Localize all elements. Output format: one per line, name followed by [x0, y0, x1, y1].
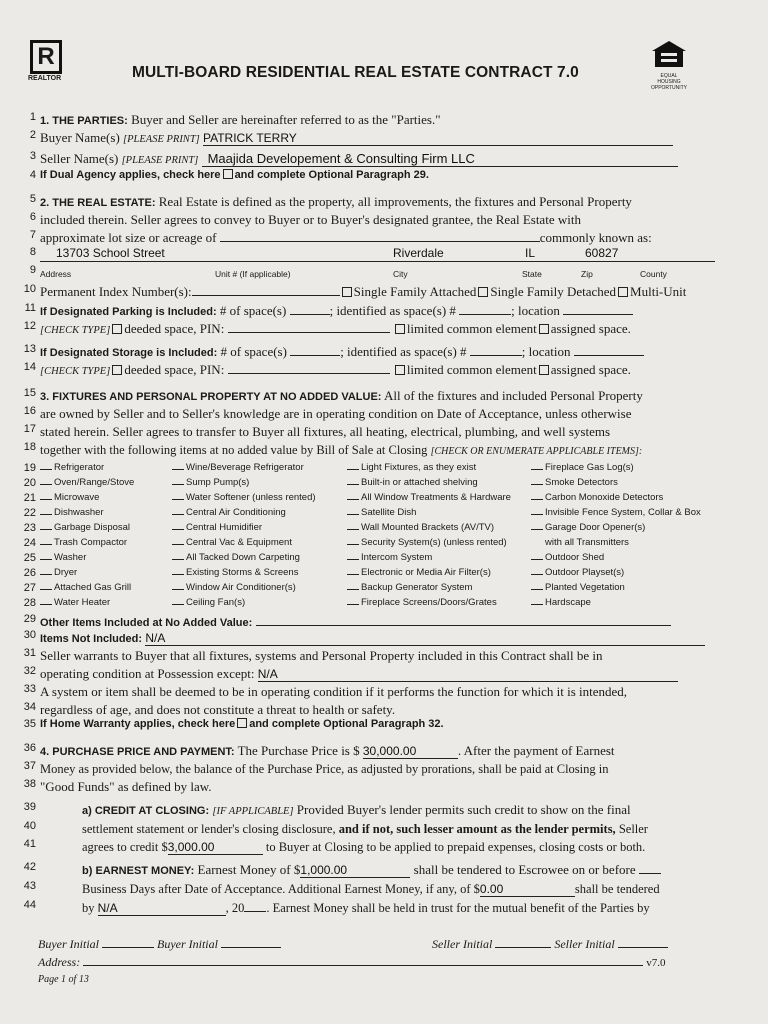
fixture-check-blank[interactable] [172, 559, 184, 560]
city-value: Riverdale [393, 246, 444, 260]
seller-name-field[interactable]: Maajida Developement & Consulting Firm LLC [202, 152, 678, 167]
fixture-check-blank[interactable] [531, 559, 543, 560]
contract-line: 4 If Dual Agency applies, check here and complete Optional Paragraph 29. [29, 169, 429, 181]
contract-line: 40 settlement statement or lender's closing disclosure, and if not, such lesser amount as the lender permits, Seller [23, 820, 648, 836]
fixture-check-blank[interactable] [531, 574, 543, 575]
fixture-label: Sump Pump(s) [186, 477, 250, 488]
line-number: 26 [23, 567, 36, 579]
fixture-label: Oven/Range/Stove [54, 477, 135, 488]
fixture-item[interactable] [172, 522, 262, 533]
fixture-check-blank[interactable] [347, 559, 359, 560]
fixture-check-blank[interactable] [347, 574, 359, 575]
seller-initials: Seller Initial Seller Initial [432, 937, 668, 952]
contract-line: 30 Items Not Included: N/A [20, 629, 720, 647]
fixture-label: Central Humidifier [186, 522, 263, 533]
sfa-checkbox[interactable] [342, 287, 352, 297]
fixture-item[interactable] [347, 597, 497, 608]
address-value: 13703 School Street [56, 246, 165, 260]
fixture-label: Water Heater [54, 597, 111, 608]
contract-line: 31 Seller warrants to Buyer that all fixtures, systems and Personal Property included in this Contract shall be in [23, 647, 603, 663]
fixture-item[interactable] [347, 522, 494, 533]
buyer-initial-2[interactable] [221, 947, 281, 948]
fixture-check-blank[interactable] [347, 469, 359, 470]
equal-housing-icon [650, 40, 688, 68]
fixture-item[interactable] [531, 477, 618, 488]
fixture-label: Invisible Fence System, Collar & Box [545, 507, 701, 518]
fixture-item[interactable] [347, 552, 432, 563]
fixture-item[interactable] [347, 507, 416, 518]
line-number: 22 [23, 507, 36, 519]
buyer-initials: Buyer Initial Buyer Initial [38, 937, 281, 952]
fixture-item[interactable] [531, 552, 604, 563]
contract-line: 12 [CHECK TYPE] deeded space, PIN: limited common element assigned space. [23, 320, 631, 336]
fixture-check-blank[interactable] [172, 529, 184, 530]
seller-initial-2[interactable] [618, 947, 668, 948]
contract-line: 41 agrees to credit $3,000.00 to Buyer at Closing to be applied to prepaid expenses, closing costs or both. [23, 838, 646, 854]
fixture-item[interactable] [347, 567, 491, 578]
contract-line: 6 included therein. Seller agrees to convey to Buyer or to Buyer's designated grantee, the Real Estate with [29, 211, 581, 227]
page-title: MULTI-BOARD RESIDENTIAL REAL ESTATE CONTRACT 7.0 [132, 64, 579, 81]
fixture-check-blank[interactable] [347, 514, 359, 515]
contract-line: 8 13703 School Street Riverdale IL 60827 [20, 246, 720, 264]
fixture-item[interactable] [531, 597, 591, 608]
fixture-item[interactable] [40, 567, 77, 578]
fixture-item[interactable] [531, 492, 663, 503]
fixture-label: Dishwasher [54, 507, 104, 518]
footer-address: Address: v7.0 [38, 955, 666, 969]
parking-pin-field[interactable] [228, 332, 390, 333]
fixture-label: Water Softener (unless rented) [186, 492, 316, 503]
fixture-check-blank[interactable] [172, 574, 184, 575]
fixture-check-blank[interactable] [531, 484, 543, 485]
fixture-item[interactable] [531, 507, 701, 518]
fixture-item[interactable] [347, 537, 507, 548]
fixture-label: Backup Generator System [361, 582, 473, 593]
line-number: 20 [23, 477, 36, 489]
zip-value: 60827 [585, 246, 619, 260]
home-warranty-checkbox[interactable] [237, 718, 247, 728]
fixture-check-blank[interactable] [172, 499, 184, 500]
seller-initial-1[interactable] [495, 947, 551, 948]
fixture-check-blank[interactable] [531, 589, 543, 590]
fixture-label: Outdoor Shed [545, 552, 605, 563]
fixture-item[interactable] [531, 462, 634, 473]
fixture-label: Ceiling Fan(s) [186, 597, 246, 608]
fixture-label: Wine/Beverage Refrigerator [186, 462, 304, 473]
fixture-label: Garage Door Opener(s) [545, 522, 646, 533]
contract-line: 3 Seller Name(s) [PLEASE PRINT] Maajida Developement & Consulting Firm LLC [20, 150, 720, 168]
fixture-check-blank[interactable] [347, 484, 359, 485]
fixture-label: Washer [54, 552, 87, 563]
fixture-check-blank[interactable] [347, 529, 359, 530]
fixture-check-blank[interactable] [40, 544, 52, 545]
fixture-label: Planted Vegetation [545, 582, 625, 593]
items-not-included-field[interactable]: N/A [145, 631, 705, 646]
fixture-check-blank[interactable] [531, 604, 543, 605]
contract-line: 43 Business Days after Date of Acceptance. Additional Earnest Money, if any, of $0.00 shall be tendered [23, 880, 660, 896]
fixture-check-blank[interactable] [172, 469, 184, 470]
contract-line: 11 If Designated Parking is Included: # of space(s) ; identified as space(s) # ; location [20, 302, 720, 320]
parking-deeded-checkbox[interactable] [112, 324, 122, 334]
fixture-label: Garbage Disposal [54, 522, 131, 533]
storage-assigned-checkbox[interactable] [539, 365, 549, 375]
line-number: 27 [23, 582, 36, 594]
possession-exceptions-field[interactable]: N/A [258, 667, 678, 682]
fixture-check-blank[interactable] [531, 469, 543, 470]
pin-field[interactable] [192, 295, 340, 296]
credit-amount-field[interactable]: 3,000.00 [168, 840, 263, 855]
contract-line: 7 approximate lot size or acreage of commonly known as: [29, 229, 652, 245]
buyer-name-field[interactable]: PATRICK TERRY [203, 131, 673, 146]
fixture-check-blank[interactable] [40, 484, 52, 485]
fixture-item[interactable] [40, 492, 99, 503]
realtor-logo-text: REALTOR [28, 75, 62, 82]
fixture-item[interactable] [40, 462, 104, 473]
fixture-label: Central Air Conditioning [186, 507, 286, 518]
other-items-field[interactable] [256, 625, 671, 626]
fixture-item[interactable] [172, 567, 298, 578]
contract-line: 13 If Designated Storage is Included: # of space(s) ; identified as space(s) # ; location [20, 343, 720, 361]
contract-line: 35 If Home Warranty applies, check here and complete Optional Paragraph 32. [23, 718, 444, 730]
state-value: IL [525, 246, 536, 260]
storage-deeded-checkbox[interactable] [112, 365, 122, 375]
fixture-check-blank[interactable] [172, 589, 184, 590]
contract-line: 15 3. FIXTURES AND PERSONAL PROPERTY AT NO ADDED VALUE: All of the fixtures and included Personal Property [23, 387, 643, 403]
contract-line: 5 2. THE REAL ESTATE: Real Estate is defined as the property, all improvements, the fixtures and Personal Property [29, 193, 632, 209]
fixture-label: Window Air Conditioner(s) [186, 582, 296, 593]
fixture-item[interactable] [172, 462, 304, 473]
fixture-item[interactable] [347, 462, 476, 473]
lot-size-field[interactable] [220, 241, 540, 242]
contract-line: 32 operating condition at Possession except: N/A [20, 665, 720, 683]
fixture-check-blank[interactable] [172, 544, 184, 545]
equal-housing-logo [650, 40, 688, 91]
contract-line: 14 [CHECK TYPE] deeded space, PIN: limited common element assigned space. [23, 361, 631, 377]
fixture-label: Central Vac & Equipment [186, 537, 292, 548]
fixture-check-blank[interactable] [172, 514, 184, 515]
fixture-item[interactable] [172, 537, 292, 548]
fixture-label: All Window Treatments & Hardware [361, 492, 511, 503]
fixture-label: Attached Gas Grill [54, 582, 132, 593]
realtor-r-icon: R [30, 40, 62, 74]
line-number: 24 [23, 537, 36, 549]
line-number: 21 [23, 492, 36, 504]
fixture-check-blank[interactable] [531, 499, 543, 500]
fixture-item[interactable] [172, 552, 300, 563]
fixture-item[interactable] [172, 507, 286, 518]
earnest-money-field[interactable]: 1,000.00 [300, 863, 410, 878]
fixture-label: Electronic or Media Air Filter(s) [361, 567, 491, 578]
fixture-check-blank[interactable] [40, 604, 52, 605]
contract-line: 38 "Good Funds" as defined by law. [23, 778, 212, 794]
fixture-check-blank[interactable] [40, 529, 52, 530]
fixture-check-blank[interactable] [40, 499, 52, 500]
fixture-item[interactable] [347, 477, 478, 488]
fixture-item[interactable] [172, 597, 245, 608]
parking-location-field[interactable] [563, 314, 633, 315]
sfd-checkbox[interactable] [478, 287, 488, 297]
contract-line: 34 regardless of age, and does not constitute a threat to health or safety. [23, 701, 396, 717]
page-number: Page 1 of 13 [38, 974, 89, 985]
fixture-label: Carbon Monoxide Detectors [545, 492, 664, 503]
fixture-item[interactable] [531, 522, 645, 533]
fixture-check-blank[interactable] [172, 604, 184, 605]
storage-space-field[interactable] [470, 355, 522, 356]
fixture-label: Light Fixtures, as they exist [361, 462, 477, 473]
earnest-days-field[interactable] [639, 873, 661, 874]
fixture-check-blank[interactable] [172, 484, 184, 485]
fixture-label: Fireplace Screens/Doors/Grates [361, 597, 497, 608]
storage-lce-checkbox[interactable] [395, 365, 405, 375]
contract-line: 18 together with the following items at no added value by Bill of Sale at Closing [CHECK OR ENUMERATE APPLICABLE ITEMS]: [23, 441, 643, 457]
contract-line: 44 by N/A , 20 . Earnest Money shall be held in trust for the mutual benefit of the Parties by [23, 899, 650, 915]
parking-space-field[interactable] [459, 314, 511, 315]
contract-line: 16 are owned by Seller and to Seller's knowledge are in operating condition on Date of Acceptance, unless otherwise [23, 405, 632, 421]
parking-count-field[interactable] [290, 314, 330, 315]
fixture-item[interactable] [172, 492, 316, 503]
fixture-check-blank[interactable] [531, 514, 543, 515]
fixture-item[interactable] [531, 567, 624, 578]
fixture-label: Smoke Detectors [545, 477, 618, 488]
fixture-check-blank[interactable] [40, 574, 52, 575]
fixture-check-blank[interactable] [40, 589, 52, 590]
fixture-check-blank[interactable] [40, 469, 52, 470]
fixture-item[interactable] [531, 582, 625, 593]
fixture-label: Refrigerator [54, 462, 105, 473]
contract-line: 39 a) CREDIT AT CLOSING: [IF APPLICABLE] Provided Buyer's lender permits such credit to show on the final [23, 801, 631, 817]
fixture-label: All Tacked Down Carpeting [186, 552, 300, 563]
earnest-year-field[interactable] [244, 911, 266, 912]
fixture-label: Security System(s) (unless rented) [361, 537, 507, 548]
purchase-price-field[interactable]: 30,000.00 [363, 744, 458, 759]
fixture-label: Outdoor Playset(s) [545, 567, 625, 578]
fixture-label: Intercom System [361, 552, 433, 563]
fixture-item[interactable] [172, 582, 296, 593]
fixture-check-blank[interactable] [347, 544, 359, 545]
contract-line: 42 b) EARNEST MONEY: Earnest Money of $1,000.00 shall be tendered to Escrowee on or before [20, 861, 720, 879]
fixture-label: with all Transmitters [545, 537, 629, 548]
contract-line: 37 Money as provided below, the balance of the Purchase Price, as adjusted by prorations, shall be paid at Closing in [23, 760, 609, 776]
fixture-label: Fireplace Gas Log(s) [545, 462, 634, 473]
fixture-label: Microwave [54, 492, 100, 503]
contract-line: 33 A system or item shall be deemed to be in operating condition if it performs the function for which it is intended, [23, 683, 628, 699]
contract-line: 2 Buyer Name(s) [PLEASE PRINT] PATRICK TERRY [20, 129, 720, 147]
footer-address-field[interactable] [83, 965, 643, 966]
fixture-item[interactable] [40, 537, 127, 548]
fixture-item[interactable] [531, 537, 629, 548]
fixture-check-blank[interactable] [531, 529, 543, 530]
storage-pin-field[interactable] [228, 373, 390, 374]
contract-line: 10 Permanent Index Number(s): Single Family Attached Single Family Detached Multi-Unit [23, 283, 687, 299]
fixture-label: Wall Mounted Brackets (AV/TV) [361, 522, 495, 533]
earnest-date-field[interactable]: N/A [98, 901, 226, 916]
fixture-check-blank[interactable] [347, 499, 359, 500]
fixture-item[interactable] [40, 477, 134, 488]
contract-line: 1 1. THE PARTIES: Buyer and Seller are hereinafter referred to as the "Parties." [29, 111, 441, 127]
multi-unit-checkbox[interactable] [618, 287, 628, 297]
line-number: 28 [23, 597, 36, 609]
fixture-label: Satellite Dish [361, 507, 417, 518]
equal-housing-text: EQUAL HOUSING OPPORTUNITY [650, 73, 688, 91]
fixture-check-blank[interactable] [40, 559, 52, 560]
line-number: 25 [23, 552, 36, 564]
realtor-logo [28, 40, 64, 82]
contract-line: 9 [29, 264, 36, 276]
fixture-item[interactable] [40, 582, 131, 593]
contract-line: 29 Other Items Included at No Added Value: [20, 613, 720, 631]
additional-earnest-field[interactable]: 0.00 [480, 882, 575, 897]
line-number: 23 [23, 522, 36, 534]
fixture-item[interactable] [347, 582, 472, 593]
parking-lce-checkbox[interactable] [395, 324, 405, 334]
fixture-item[interactable] [40, 597, 110, 608]
contract-line: 36 4. PURCHASE PRICE AND PAYMENT: The Purchase Price is $ 30,000.00 . After the payment of Earnest [23, 742, 615, 758]
fixture-check-blank[interactable] [40, 514, 52, 515]
fixture-item[interactable] [40, 507, 104, 518]
dual-agency-checkbox[interactable] [223, 169, 233, 179]
fixture-item[interactable] [347, 492, 511, 503]
fixture-item[interactable] [40, 552, 86, 563]
contract-line: 17 stated herein. Seller agrees to transfer to Buyer all fixtures, all heating, electrical, plumbing, and well systems [23, 423, 611, 439]
line-number: 19 [23, 462, 36, 474]
storage-location-field[interactable] [574, 355, 644, 356]
fixture-label: Built-in or attached shelving [361, 477, 478, 488]
buyer-initial-1[interactable] [102, 947, 154, 948]
fixture-check-blank[interactable] [347, 589, 359, 590]
fixture-label: Hardscape [545, 597, 591, 608]
fixture-item[interactable] [40, 522, 130, 533]
fixture-item[interactable] [172, 477, 249, 488]
fixture-check-blank[interactable] [347, 604, 359, 605]
parking-assigned-checkbox[interactable] [539, 324, 549, 334]
fixture-label: Trash Compactor [54, 537, 128, 548]
fixture-label: Dryer [54, 567, 78, 578]
fixture-label: Existing Storms & Screens [186, 567, 299, 578]
storage-count-field[interactable] [290, 355, 340, 356]
